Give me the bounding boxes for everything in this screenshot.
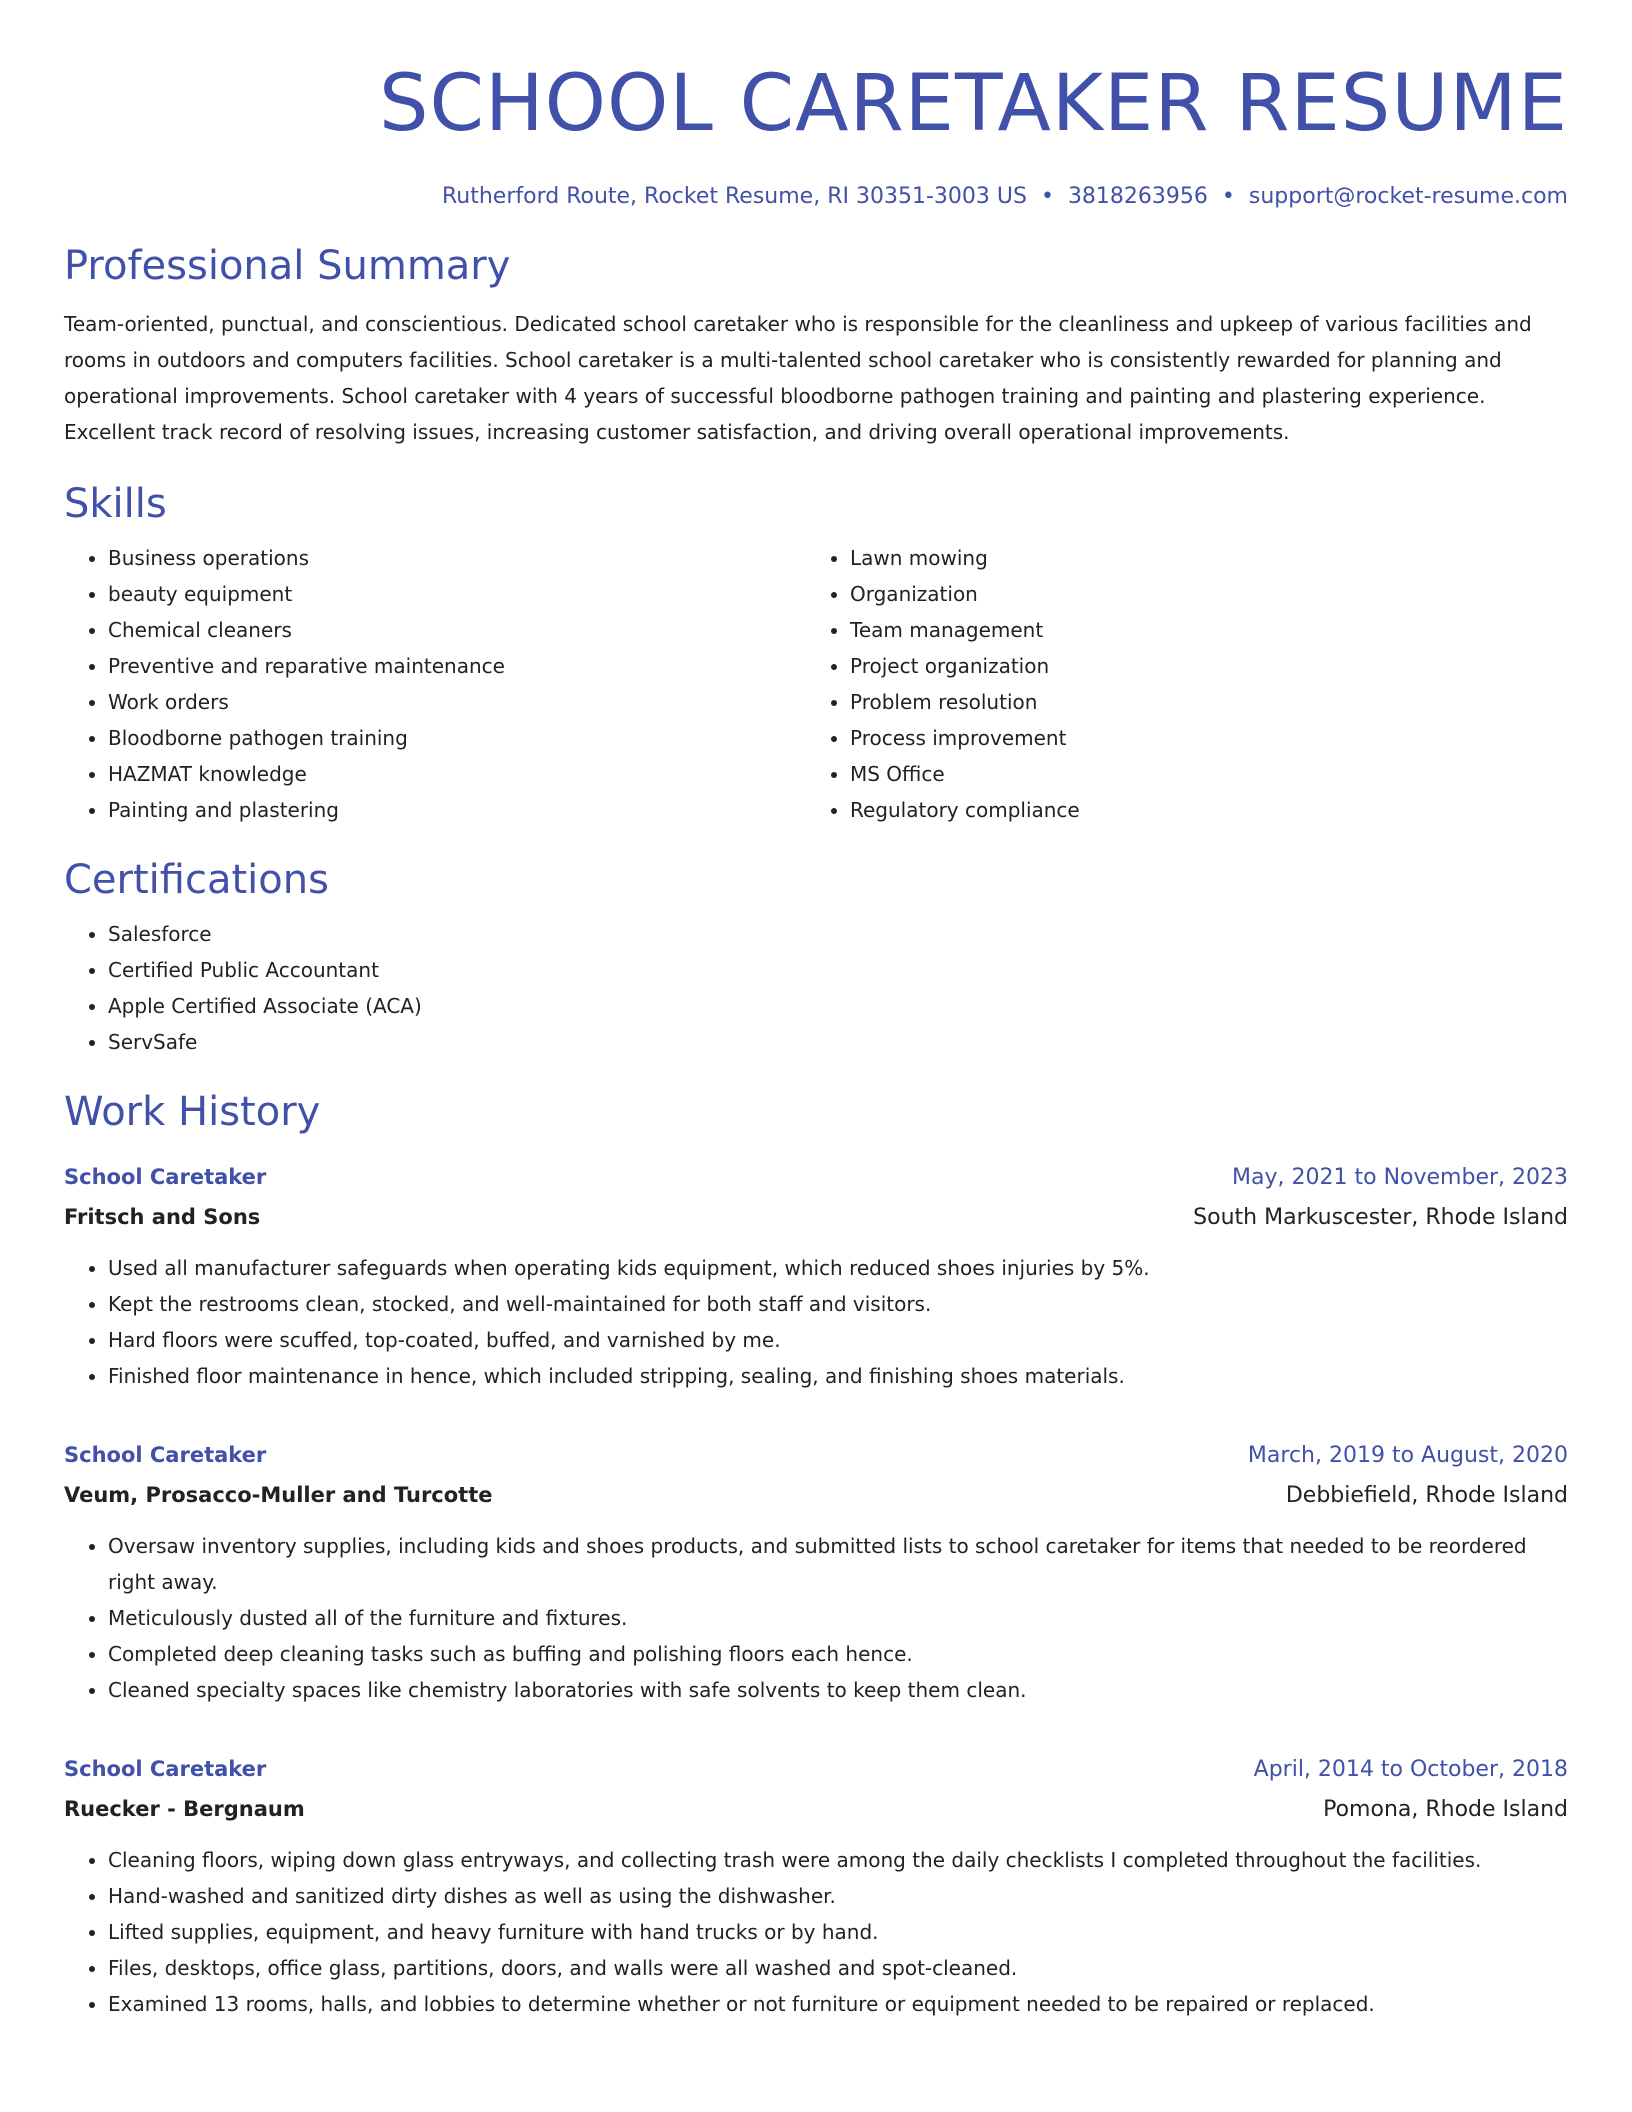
job-company-row <box>64 1789 1568 1830</box>
job-duty: • Used all manufacturer safeguards when operating kids equipment, which reduced shoes injuries by 5%. <box>108 1250 1568 1286</box>
skill-item: • Business operations <box>108 540 806 576</box>
job-header-row <box>64 1750 1568 1789</box>
job-duties-list <box>64 1528 1568 1708</box>
job-entry <box>64 1436 1568 1708</box>
job-duty: • Completed deep cleaning tasks such as buffing and polishing floors each hence. <box>108 1636 1568 1672</box>
contact-separator: • <box>1221 184 1235 209</box>
contact-address: Rutherford Route, Rocket Resume, RI 30351-3003 US <box>441 184 1027 209</box>
skill-item: • Project organization <box>850 648 1548 684</box>
job-duty: • Lifted supplies, equipment, and heavy furniture with hand trucks or by hand. <box>108 1914 1568 1950</box>
certification-item: • Salesforce <box>108 916 1568 952</box>
skill-item: • Painting and plastering <box>108 792 806 828</box>
job-location: Pomona, Rhode Island <box>1323 1797 1568 1822</box>
job-duty: • Oversaw inventory supplies, including kids and shoes products, and submitted lists to school caretaker for items that needed to be reordered right away. <box>108 1528 1568 1600</box>
page-title: SCHOOL CARETAKER RESUME <box>378 59 1568 149</box>
contact-separator: • <box>1040 184 1054 209</box>
job-duty: • Finished floor maintenance in hence, which included stripping, sealing, and finishing shoes materials. <box>108 1358 1568 1394</box>
job-duty: • Hard floors were scuffed, top-coated, buffed, and varnished by me. <box>108 1322 1568 1358</box>
section-heading-certifications: Certifications <box>64 857 329 903</box>
job-location: South Markuscester, Rhode Island <box>1193 1205 1568 1230</box>
job-dates: April, 2014 to October, 2018 <box>1253 1757 1568 1782</box>
job-duties-list <box>64 1842 1568 2022</box>
contact-line <box>64 182 1568 212</box>
job-location: Debbiefield, Rhode Island <box>1285 1483 1568 1508</box>
skill-item: • Regulatory compliance <box>850 792 1548 828</box>
job-entry <box>64 1158 1568 1394</box>
skill-item: • Process improvement <box>850 720 1548 756</box>
section-heading-summary: Professional Summary <box>64 243 511 289</box>
job-dates: May, 2021 to November, 2023 <box>1232 1165 1568 1190</box>
skills-list-left <box>64 540 806 828</box>
job-company: Fritsch and Sons <box>64 1205 261 1229</box>
skill-item: • Organization <box>850 576 1548 612</box>
job-company-row <box>64 1475 1568 1516</box>
job-duty: • Meticulously dusted all of the furniture and fixtures. <box>108 1600 1568 1636</box>
resume-page <box>64 0 1568 2022</box>
skill-item: • MS Office <box>850 756 1548 792</box>
job-header-row <box>64 1436 1568 1475</box>
job-header-row <box>64 1158 1568 1197</box>
certification-item: • Certified Public Accountant <box>108 952 1568 988</box>
job-entry <box>64 1750 1568 2022</box>
skill-item: • Work orders <box>108 684 806 720</box>
skill-item: • Lawn mowing <box>850 540 1548 576</box>
job-company: Veum, Prosacco-Muller and Turcotte <box>64 1483 493 1507</box>
skill-item: • Bloodborne pathogen training <box>108 720 806 756</box>
job-title: School Caretaker <box>64 1757 267 1781</box>
job-duty: • Cleaning floors, wiping down glass entryways, and collecting trash were among the daily checklists I completed throughout the facilities. <box>108 1842 1568 1878</box>
contact-phone[interactable]: 3818263956 <box>1067 184 1208 209</box>
skill-item: • HAZMAT knowledge <box>108 756 806 792</box>
skill-item: • beauty equipment <box>108 576 806 612</box>
job-title: School Caretaker <box>64 1165 267 1189</box>
job-title: School Caretaker <box>64 1443 267 1467</box>
job-duties-list <box>64 1250 1568 1394</box>
section-heading-work-history: Work History <box>64 1089 321 1135</box>
job-company-row <box>64 1197 1568 1238</box>
skills-column-left <box>64 540 806 828</box>
job-duty: • Hand-washed and sanitized dirty dishes as well as using the dishwasher. <box>108 1878 1568 1914</box>
job-company: Ruecker - Bergnaum <box>64 1797 305 1821</box>
section-heading-skills: Skills <box>64 481 167 527</box>
skill-item: • Chemical cleaners <box>108 612 806 648</box>
skill-item: • Preventive and reparative maintenance <box>108 648 806 684</box>
skills-list-right <box>806 540 1548 828</box>
job-duty: • Files, desktops, office glass, partitions, doors, and walls were all washed and spot-cleaned. <box>108 1950 1568 1986</box>
skill-item: • Team management <box>850 612 1548 648</box>
summary-text: Team-oriented, punctual, and conscientious. Dedicated school caretaker who is responsible for the cleanliness and upkeep of various facilities and rooms in outdoors and computers facilities. School caretaker is a multi-talented school caretaker who is consistently rewarded for planning and operational improvements. School caretaker with 4 years of successful bloodborne pathogen training and painting and plastering experience. Excellent track record of resolving issues, increasing customer satisfaction, and driving overall operational improvements. <box>64 312 1532 444</box>
certifications-list <box>64 916 1568 1060</box>
skills-column-right <box>806 540 1548 828</box>
skills-columns <box>64 540 1568 828</box>
job-duty: • Cleaned specialty spaces like chemistry laboratories with safe solvents to keep them clean. <box>108 1672 1568 1708</box>
certification-item: • ServSafe <box>108 1024 1568 1060</box>
contact-email[interactable]: support@rocket-resume.com <box>1248 184 1568 209</box>
skill-item: • Problem resolution <box>850 684 1548 720</box>
certification-item: • Apple Certified Associate (ACA) <box>108 988 1568 1024</box>
job-duty: • Examined 13 rooms, halls, and lobbies to determine whether or not furniture or equipment needed to be repaired or replaced. <box>108 1986 1568 2022</box>
job-dates: March, 2019 to August, 2020 <box>1247 1443 1568 1468</box>
job-duty: • Kept the restrooms clean, stocked, and well-maintained for both staff and visitors. <box>108 1286 1568 1322</box>
